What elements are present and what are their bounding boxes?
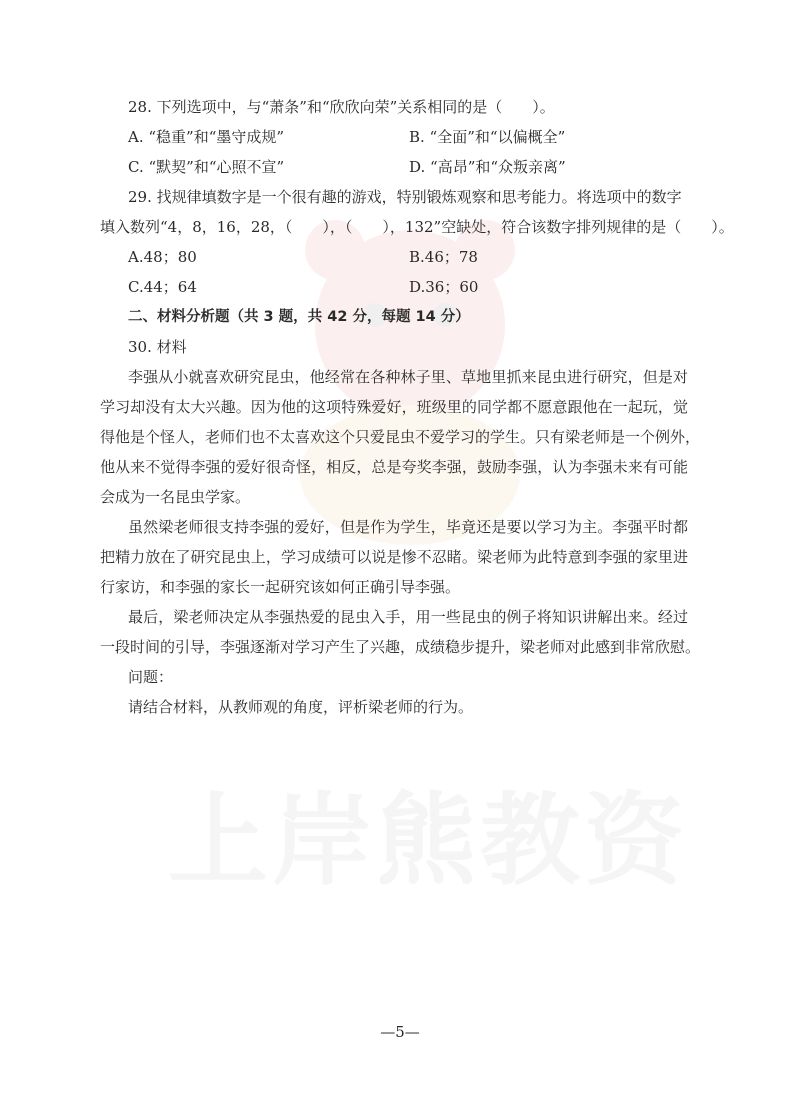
section-heading: 二、材料分析题（共 3 题，共 42 分，每题 14 分）	[128, 309, 470, 325]
exam-content	[100, 92, 734, 722]
question-29-stem-line-2: 填入数列“4，8，16，28，（ ），（ ），132”空缺处，符合该数字排列规律的是（ ）。	[100, 218, 734, 236]
question-28-options-row-1	[128, 122, 688, 152]
page-number: —5—	[380, 1023, 420, 1041]
question-28-stem: 28. 下列选项中，与“萧条”和“欣欣向荣”关系相同的是（ ）。	[128, 98, 555, 116]
paragraph-line: 行家访，和李强的家长一起研究该如何正确引导李强。	[100, 578, 461, 596]
question-label: 问题：	[128, 668, 174, 686]
question-29-option-c: C.44；64	[128, 278, 197, 296]
question-29-stem-line-1: 29. 找规律填数字是一个很有趣的游戏，特别锻炼观察和思考能力。将选项中的数字	[128, 188, 682, 206]
paragraph-line: 会成为一名昆虫学家。	[100, 488, 251, 506]
question-28-option-d: D. “高昂”和“众叛亲离”	[409, 158, 566, 176]
paragraph-line: 学习却没有太大兴趣。因为他的这项特殊爱好，班级里的同学都不愿意跟他在一起玩，觉	[100, 398, 688, 416]
question-28-option-c: C. “默契”和“心照不宣”	[128, 158, 285, 176]
paragraph-line: 虽然梁老师很支持李强的爱好，但是作为学生，毕竟还是要以学习为主。李强平时都	[128, 518, 688, 536]
material-paragraph-1	[100, 362, 701, 512]
question-30-label: 30. 材料	[128, 338, 187, 356]
paragraph-line: 一段时间的引导，李强逐渐对学习产生了兴趣，成绩稳步提升，梁老师对此感到非常欣慰。	[100, 638, 701, 656]
question-prompt: 请结合材料，从教师观的角度，评析梁老师的行为。	[128, 698, 474, 716]
question-28-option-b: B. “全面”和“以偏概全”	[409, 128, 566, 146]
paragraph-line: 最后，梁老师决定从李强热爱的昆虫入手，用一些昆虫的例子将知识讲解出来。经过	[128, 608, 688, 626]
question-29-option-a: A.48；80	[128, 248, 197, 266]
material-paragraph-3	[100, 602, 701, 662]
material-paragraph-2	[100, 512, 688, 602]
question-29-option-b: B.46；78	[409, 248, 478, 266]
paragraph-line: 得他是个怪人，老师们也不太喜欢这个只爱昆虫不爱学习的学生。只有梁老师是一个例外，	[100, 428, 701, 446]
question-29-options-row-1	[128, 242, 688, 272]
paragraph-line: 他从来不觉得李强的爱好很奇怪，相反，总是夸奖李强，鼓励李强，认为李强未来有可能	[100, 458, 688, 476]
brand-watermark: 上岸熊教资	[168, 782, 688, 899]
question-28-option-a: A. “稳重”和“墨守成规”	[128, 128, 285, 146]
question-28-options-row-2	[128, 152, 688, 182]
paragraph-line: 把精力放在了研究昆虫上，学习成绩可以说是惨不忍睹。梁老师为此特意到李强的家里进	[100, 548, 688, 566]
question-29-option-d: D.36；60	[409, 278, 479, 296]
paragraph-line: 李强从小就喜欢研究昆虫，他经常在各种林子里、草地里抓来昆虫进行研究，但是对	[128, 368, 688, 386]
question-29-options-row-2	[128, 272, 688, 302]
